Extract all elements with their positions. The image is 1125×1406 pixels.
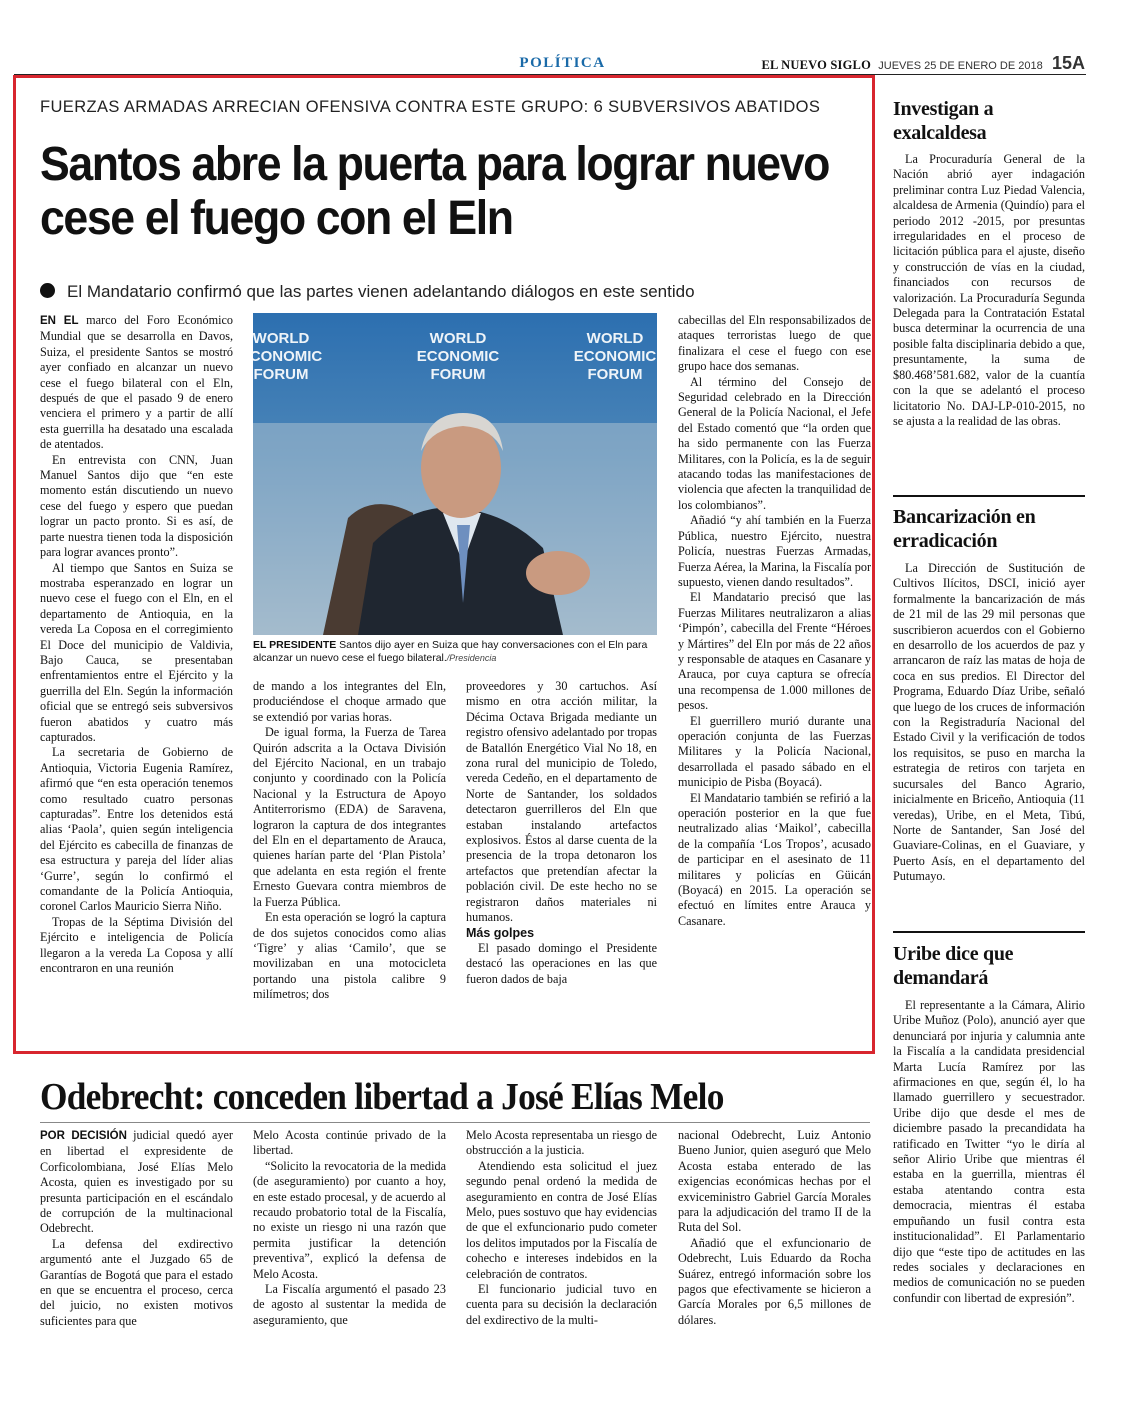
sidebar-title-3: Uribe dice que demandará <box>893 943 1014 989</box>
kicker: FUERZAS ARMADAS ARRECIAN OFENSIVA CONTRA ESTE GRUPO: 6 SUBVERSIVOS ABATIDOS <box>40 98 821 116</box>
paragraph: Al tiempo que Santos en Suiza se mostraba esperanzado en lograr un nuevo cese el fuego con el Eln, en el departamento de Antioquia, en la vereda La Coposa en el corregimiento El Doce del municipio de Valdivia, Bajo Cauca, se presentaban enfrentamientos entre el Ejército y la guerrilla del Eln. Según la información oficial que se entregó seis subversivos fueron abatidos y cuatro más capturados. <box>40 560 233 744</box>
page-number: 15A <box>1051 53 1085 73</box>
paragraph: La secretaria de Gobierno de Antioquia, Victoria Eugenia Ramírez, afirmó que “en esta operación tenemos como resultado cuatro personas capturadas”. Entre los detenidos está alias ‘Paola’, quien según inteligencia del Ejército es cabecilla de finanzas de esa estructura y pareja del líder alias ‘Gurre’, según lo confirmó el comandante de la Policía Antioquia, coronel Carlos Mauricio Sierra Niño. <box>40 745 233 914</box>
paragraph: EN EL marco del Foro Económico Mundial que se desarrolla en Davos, Suiza, el presidente Santos se mostró ayer confiado en alcanzar un nuevo cese el fuego bilateral con el Eln, después de que el pasado 9 de enero venciera el primero y a partir de allí esta guerrilla ha desatado una escalada de atentados. <box>40 313 233 452</box>
paragraph: El funcionario judicial tuvo en cuenta para su decisión la declaración del exdirectivo de la multi- <box>466 1282 657 1327</box>
paragraph: El guerrillero murió durante una operación conjunta de las Fuerzas Militares y la Policía Nacional, desarrollada el pasado sábado en el municipio de Pisba (Boyacá). <box>678 713 871 790</box>
paragraph: La Fiscalía argumentó el pasado 23 de agosto al sustentar la medida de aseguramiento, que <box>253 1282 446 1327</box>
banner-line-3: FORUM <box>253 366 309 383</box>
bottom-headline: Odebrecht: conceden libertad a José Elías Melo <box>40 1076 724 1118</box>
paragraph: De igual forma, la Fuerza de Tarea Quirón adscrita a la Octava División del Ejército Nacional, en un trabajo conjunto y coordinado con la Policía Nacional y la Estructura de Apoyo Antiterrorismo (EDA) de Saravena, lograron la captura de dos integrantes del Eln en el departamento de Arauca, quienes harían parte del ‘Plan Pistola’ que adelanta en esta región el frente Ernesto Guevara contra miembros de la Fuerza Pública. <box>253 725 446 909</box>
paper-name: EL NUEVO SIGLO <box>761 58 871 72</box>
banner-line-8: ECONOMIC <box>573 348 657 365</box>
issue-date: JUEVES 25 DE ENERO DE 2018 <box>878 60 1043 72</box>
paragraph: En esta operación se logró la captura de dos sujetos conocidos como alias ‘Tigre’ y alias ‘Camilo’, que se movilizaban en una motocicleta portando una pistola calibre 9 milímetros; dos <box>253 910 446 1002</box>
lead-in: POR DECISIÓN <box>40 1130 127 1142</box>
caption-text: Santos dijo ayer en Suiza que hay conversaciones con el Eln para alcanzar un nuevo cese el fuego bilateral. <box>253 639 648 664</box>
sidebar-item-1 <box>893 97 1085 429</box>
bottom-column-2 <box>253 1128 446 1328</box>
banner-line-1: WORLD <box>252 330 310 347</box>
sidebar-item-2 <box>893 505 1085 885</box>
sidebar-text-1: La Procuraduría General de la Nación abrió ayer indagación preliminar contra Luz Piedad Valencia, alcaldesa de Armenia (Quindío) para el periodo 2012 -2015, por presuntas irregularidades en el proceso de licitación pública para el ajuste, diseño y construcción de vías en la ciudad, financiados con recursos de valorización. La Procuraduría Segunda Delegada para la Contratación Estatal busca determinar la ocurrencia de una posible falta disciplinaria debido a que, presuntamente, la suma de $80.468’581.682, valor de la cuantía con la que se adelantó el proceso licitatorio No. DAJ-LP-010-2015, no se ajusta a la realidad de las obras. <box>893 152 1085 428</box>
sidebar-rule-2 <box>893 931 1085 933</box>
bottom-column-4 <box>678 1128 871 1328</box>
sidebar-rule-1 <box>893 495 1085 497</box>
paragraph: Atendiendo esta solicitud el juez segundo penal ordenó la medida de aseguramiento en contra de José Elías Melo, pues sostuvo que hay evidencias de que el exfuncionario pudo cometer los delitos imputados por la Fiscalía de cohecho e intereses indebidos en la celebración de contratos. <box>466 1158 657 1281</box>
banner-line-7: WORLD <box>586 330 644 347</box>
paragraph: La defensa del exdirectivo argumentó ante el Juzgado 65 de Garantías de Bogotá que para el estado en que se encuentra el proceso, cerca del juicio, no existen motivos suficientes para que <box>40 1236 233 1328</box>
banner-line-4: WORLD <box>429 330 487 347</box>
section-label: POLÍTICA <box>519 55 606 71</box>
paragraph: “Solicito la revocatoria de la medida (de aseguramiento) por cuanto a hoy, en este estado procesal, y de acuerdo al recaudo probatorio total de la Fiscalía, no existe un riesgo ni una razón que permita justificar la detención preventiva”, explicó la defensa de Melo Acosta. <box>253 1158 446 1281</box>
highlight-frame <box>13 75 875 1054</box>
sidebar-title-1: Investigan a exalcaldesa <box>893 98 994 144</box>
paragraph: En entrevista con CNN, Juan Manuel Santos dijo que “en este momento están discutiendo un nuevo cese del fuego y espero que puedan lograr un pacto pronto. Si es así, de parte nuestra tienen toda la disposición para lograr avances pronto”. <box>40 452 233 560</box>
sidebar-text-2: La Dirección de Sustitución de Cultivos Ilícitos, DSCI, inició ayer formalmente la bancarización de más de 21 mil de las 29 mil personas que suscribieron acuerdos con el Gobierno en desarrollo de los acuerdos de paz y arrancaron de raíz las matas de hoja de coca en sus predios. El Director del Programa, Eduardo Díaz Uribe, señaló que luego de los cruces de información con la Registraduría Nacional del Estado Civil y la verificación de todos los requisitos, se puso en marcha la estrategia de retiros con tarjeta en sucursales del Banco Agrario, inicialmente en Briceño, Antioquia (11 veredas), Uribe, en el Meta, Tibú, Norte de Santander, San José del Guaviare-Colinas, en el Guaviare, y Puerto Asís, en el departamento del Putumayo. <box>893 561 1085 884</box>
sidebar-title-2: Bancarización en erradicación <box>893 506 1036 552</box>
paragraph: proveedores y 30 cartuchos. Así mismo en otra acción militar, la Décima Octava Brigada mediante un registro ofensivo adelantado por tropas de Batallón Energético Vial No 18, en zona rural del municipio de Toledo, vereda Cedeño, en el departamento de Norte de Santander, los soldados detectaron guerrilleros del Eln que estaban instalando artefactos explosivos. Éstos al darse cuenta de la presencia de la tropa detonaron los artefactos que pretendían afectar la población civil. De este hecho no se registraron daños materiales ni humanos. <box>466 679 657 925</box>
banner-line-9: FORUM <box>587 366 643 383</box>
paragraph: El pasado domingo el Presidente destacó las operaciones en las que fueron dados de baja <box>466 940 657 986</box>
paragraph: Melo Acosta continúe privado de la libertad. <box>253 1128 446 1158</box>
paragraph: nacional Odebrecht, Luiz Antonio Bueno Junior, quien aseguró que Melo Acosta estaba enterado de las exigencias económicas hechas por el exviceministro Gabriel García Morales para la adjudicación del tramo II de la Ruta del Sol. <box>678 1128 871 1235</box>
bottom-rule <box>40 1122 870 1123</box>
masthead <box>761 53 1085 74</box>
subhead: Más golpes <box>466 925 535 940</box>
caption-lead: EL PRESIDENTE <box>253 639 337 651</box>
banner-line-2: ECONOMIC <box>239 348 323 365</box>
sidebar-item-3 <box>893 942 1085 1306</box>
paragraph: Añadió “y ahí también en la Fuerza Pública, nuestro Ejército, nuestra Policía, nuestras Fuerzas Armadas, Fuerza Aérea, la Marina, la Fiscalía por supuesto, vienen dando resultados”. <box>678 513 871 589</box>
paragraph: El Mandatario también se refirió a la operación posterior en la que fue neutralizado alias ‘Maikol’, cabecilla de la compañía ‘Los Tropos’, acusado de participar en el asesinato de 11 militares y policías en Güicán (Boyacá) en 2015. La operación se efectuó en límites entre Arauca y Casanare. <box>678 790 871 928</box>
paragraph: cabecillas del Eln responsabilizados de ataques terroristas luego de que finalizara el cese el fuego con ese grupo hace dos semanas. <box>678 313 871 374</box>
paragraph: El Mandatario precisó que las Fuerzas Militares neutralizaron a alias ‘Pimpón’, cabecilla del Frente “Héroes y Mártires” del Eln por más de 22 años y responsable de ataques en Casanare y Arauca, por cuya captura se ofrecía una recompensa de 1.000 millones de pesos. <box>678 590 871 713</box>
sidebar-text-3: El representante a la Cámara, Alirio Uribe Muñoz (Polo), anunció ayer que denunciará por injuria y calumnia ante la Fiscalía a la candidata presidencial Marta Lucía Ramírez por las afirmaciones en que, según él, lo ha llamado guerrillero y secuestrador. Uribe dijo que desde el mes de diciembre pasado la precandidata ha ratificado en Twitter “yo le diría al señor Alirio Uribe que mientras él estaba en la guerrilla, mientras él estaba atentando contra esta democracia, mientras él estaba empuñando un fusil contra esta institucionalidad”. El Parlamentario dijo que “este tipo de actitudes en las redes sociales y declaraciones en medios de comunicación no se pueden confundir con libertad de expresión”. <box>893 998 1085 1305</box>
banner-line-6: FORUM <box>430 366 486 383</box>
paragraph: Melo Acosta representaba un riesgo de obstrucción a la justicia. <box>466 1128 657 1158</box>
photo-credit: /Presidencia <box>446 653 497 663</box>
deck-text: El Mandatario confirmó que las partes vienen adelantando diálogos en este sentido <box>67 282 695 301</box>
paragraph: POR DECISIÓN judicial quedó ayer en libertad el expresidente de Corficolombiana, José Elías Melo Acosta, quien es investigado por su presunta participación en el escándalo de corrupción de la multinacional Odebrecht. <box>40 1128 233 1236</box>
paragraph: Al término del Consejo de Seguridad celebrado en la Dirección General de la Policía Nacional, el Jefe del Estado comentó que “la orden que ha sido permanente con las Fuerza Militares, con la Policía, es la de seguir atacando todas las manifestaciones de violencia que afecten la tranquilidad de los colombianos”. <box>678 374 871 512</box>
paragraph: Tropas de la Séptima División del Ejército e inteligencia de Policía llegaron a la vereda La Coposa y allí encontraron en una reunión <box>40 914 233 976</box>
lead-in: EN EL <box>40 315 79 327</box>
bottom-column-3 <box>466 1128 657 1328</box>
banner-line-5: ECONOMIC <box>416 348 500 365</box>
main-headline: Santos abre la puerta para lograr nuevo cese el fuego con el Eln <box>40 138 830 245</box>
paragraph: Añadió que el exfuncionario de Odebrecht, Luis Eduardo da Rocha Suárez, entregó información sobre los pagos que efectivamente se hicieron a García Morales por 6,5 millones de dólares. <box>678 1235 871 1327</box>
bottom-column-1 <box>40 1128 233 1329</box>
paragraph: de mando a los integrantes del Eln, produciéndose el choque armado que se extendió por varias horas. <box>253 679 446 724</box>
